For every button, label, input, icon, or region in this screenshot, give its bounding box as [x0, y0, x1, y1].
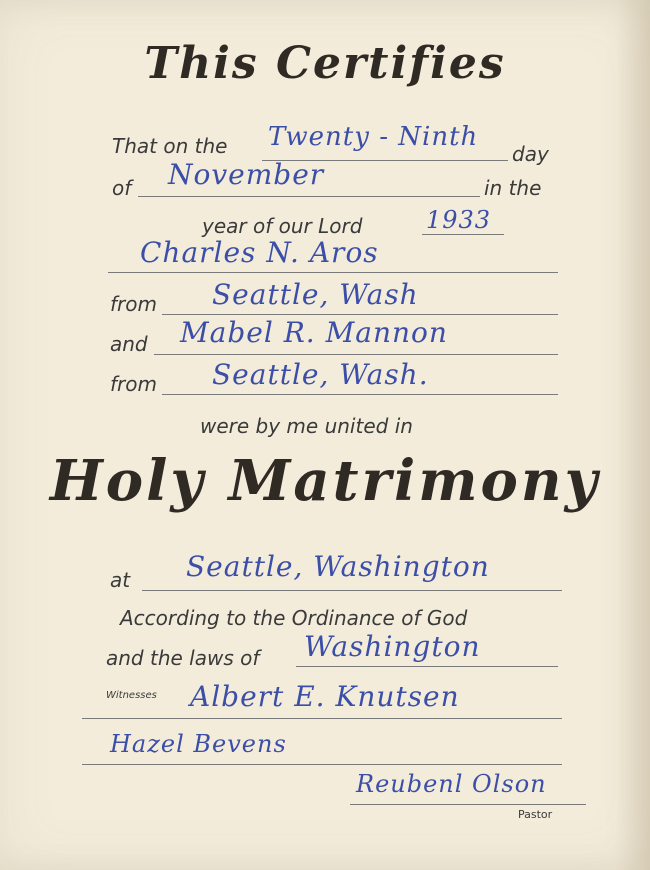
month-handwritten: November: [168, 158, 325, 191]
witness-1-signature: Albert E. Knutsen: [190, 680, 460, 713]
witness-2-signature: Hazel Bevens: [110, 730, 287, 758]
from-label-groom: from: [110, 292, 157, 316]
groom-line: [108, 272, 558, 273]
place-line: [142, 590, 562, 591]
laws-line: [296, 666, 558, 667]
of-label: of: [112, 176, 132, 200]
place-handwritten: Seattle, Washington: [186, 550, 490, 583]
at-label: at: [110, 568, 131, 592]
year-line: [422, 234, 504, 235]
year-handwritten: 1933: [426, 206, 492, 234]
witness-2-line: [82, 764, 562, 765]
laws-label: and the laws of: [106, 646, 260, 670]
that-on-the-label: That on the: [112, 134, 228, 158]
paper-edge-shadow: [616, 0, 650, 870]
groom-handwritten: Charles N. Aros: [140, 236, 379, 269]
bride-from-handwritten: Seattle, Wash.: [212, 358, 429, 391]
united-label: were by me united in: [200, 414, 413, 438]
from-label-bride: from: [110, 372, 157, 396]
year-label: year of our Lord: [202, 214, 363, 238]
day-handwritten: Twenty - Ninth: [268, 122, 479, 152]
matrimony-heading: Holy Matrimony: [49, 448, 601, 514]
pastor-signature: Reubenl Olson: [356, 770, 547, 798]
pastor-label: Pastor: [518, 808, 553, 821]
witness-1-line: [82, 718, 562, 719]
in-the-label: in the: [484, 176, 542, 200]
and-label: and: [110, 332, 148, 356]
groom-from-line: [162, 314, 558, 315]
month-line: [138, 196, 480, 197]
bride-from-line: [162, 394, 558, 395]
pastor-line: [350, 804, 586, 805]
bride-handwritten: Mabel R. Mannon: [180, 316, 448, 349]
laws-handwritten: Washington: [304, 630, 481, 663]
witnesses-label: Witnesses: [106, 690, 157, 701]
day-label: day: [512, 142, 549, 166]
groom-from-handwritten: Seattle, Wash: [212, 278, 419, 311]
ordinance-label: According to the Ordinance of God: [120, 606, 468, 630]
certificate-heading: This Certifies: [144, 38, 506, 89]
bride-line: [154, 354, 558, 355]
